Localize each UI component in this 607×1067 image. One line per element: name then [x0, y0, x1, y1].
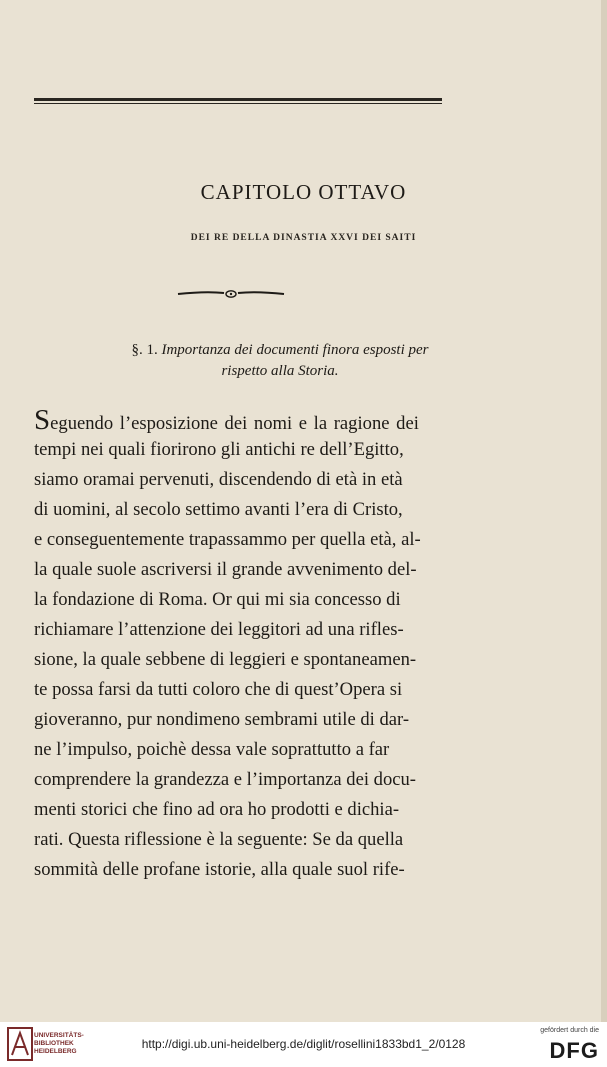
text-line: tempi nei quali fiorirono gli antichi re dell’Egitto,	[34, 439, 404, 460]
chapter-subtitle: DEI RE DELLA DINASTIA XXVI DEI SAITI	[190, 233, 417, 243]
dfg-logo: DFG	[549, 1038, 599, 1063]
library-name: UNIVERSITÄTS- BIBLIOTHEK HEIDELBERG	[34, 1032, 84, 1055]
text-line: comprendere la grandezza e l’importanza dei docu-	[34, 769, 416, 790]
permalink-url[interactable]: http://digi.ub.uni-heidelberg.de/diglit/rosellini1833bd1_2/0128	[141, 1037, 466, 1051]
chapter-title: CAPITOLO OTTAVO	[200, 180, 407, 204]
ornament-divider-icon	[176, 286, 286, 302]
funding-label: gefördert durch die	[540, 1027, 599, 1034]
text-line: la quale suole ascriversi il grande avvenimento del-	[34, 559, 417, 580]
text-line: siamo oramai pervenuti, discendendo di età in età	[34, 469, 403, 490]
section-heading	[60, 340, 500, 382]
text-line: rati. Questa riflessione è la seguente: Se da quella	[34, 829, 404, 850]
text-line: te possa farsi da tutti coloro che di quest’Opera si	[34, 679, 403, 700]
page-edge	[601, 0, 607, 1022]
text-line: sommità delle profane istorie, alla quale suol rife-	[34, 859, 405, 880]
text-line: sione, la quale sebbene di leggieri e spontaneamen-	[34, 649, 417, 670]
section-number: §. 1.	[131, 342, 158, 358]
text-line: ne l’impulso, poichè dessa vale soprattutto a far	[34, 739, 390, 760]
text-line: richiamare l’attenzione dei leggitori ad una rifles-	[34, 619, 404, 640]
text-line: Seguendo l’esposizione dei nomi e la ragione dei	[34, 404, 419, 436]
section-title-line2: rispetto alla Storia.	[221, 363, 339, 379]
header-rule-thin	[34, 103, 442, 104]
text-line: la fondazione di Roma. Or qui mi sia concesso di	[34, 589, 401, 610]
section-title-line1: Importanza dei documenti finora esposti per	[161, 342, 429, 358]
text-line: di uomini, al secolo settimo avanti l’era di Cristo,	[34, 499, 403, 520]
drop-cap: S	[34, 404, 51, 436]
text-line: gioveranno, pur nondimeno sembrami utile di dar-	[34, 709, 410, 730]
text-line: e conseguentemente trapassammo per quella età, al-	[34, 529, 421, 550]
text-line: menti storici che fino ad ora ho prodotti e dichia-	[34, 799, 400, 820]
header-rule-thick	[34, 98, 442, 101]
